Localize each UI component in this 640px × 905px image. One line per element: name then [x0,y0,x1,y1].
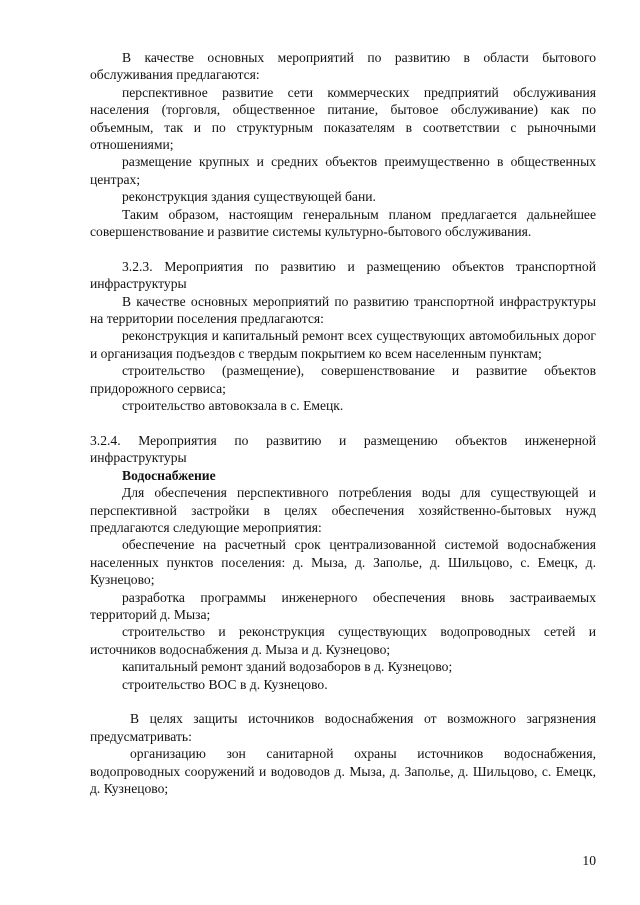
subheading-water-supply: Водоснабжение [122,467,216,483]
section-heading-transport: 3.2.3. Мероприятия по развитию и размещению объектов транспортной инфраструктуры [90,258,596,292]
paragraph-public-centers: размещение крупных и средних объектов преимущественно в общественных центрах; [90,154,596,187]
paragraph-services-intro: В качестве основных мероприятий по развитию в области бытового обслуживания предлагаются: [90,50,596,83]
blank-line [90,240,596,257]
paragraph-roadside-service: строительство (размещение), совершенствование и развитие объектов придорожного сервиса; [90,363,596,396]
paragraph-bus-station: строительство автовокзала в с. Емецк. [122,398,344,414]
paragraph-services-conclusion: Таким образом, настоящим генеральным планом предлагается дальнейшее совершенствование и развитие системы культурно-бытового обслуживания. [90,206,596,240]
paragraph-treatment-plant: строительство ВОС в д. Кузнецово. [122,676,328,692]
paragraph-sanitary-zones: организацию зон санитарной охраны источников водоснабжения, водопроводных сооружений и водоводов д. Мыза, д. Заполье, д. Шильцово, с. Емецк, д. Кузнецово; [90,746,596,797]
page-body [90,49,596,797]
paragraph-protection-intro: В целях защиты источников водоснабжения от возможного загрязнения предусматривать: [90,711,596,744]
page-number: 10 [582,853,596,868]
blank-line [90,693,596,710]
paragraph-water-intro: Для обеспечения перспективного потребления воды для существующей и перспективной застройки в целях обеспечения хозяйственно-бытовых нужд предлагаются следующие мероприятия: [90,485,596,535]
blank-line [90,415,596,432]
paragraph-bathhouse: реконструкция здания существующей бани. [122,189,376,205]
paragraph-roads: реконструкция и капитальный ремонт всех существующих автомобильных дорог и организация подъездов с твердым покрытием ко всем населенным пунктам; [90,328,596,361]
paragraph-water-intake-repair: капитальный ремонт зданий водозаборов в д. Кузнецово; [122,659,453,675]
section-heading-engineering: 3.2.4. Мероприятия по развитию и размещению объектов инженерной инфраструктуры [90,432,596,466]
paragraph-water-networks: строительство и реконструкция существующих водопроводных сетей и источников водоснабжения д. Мыза и д. Кузнецово; [90,624,596,657]
paragraph-commercial-network: перспективное развитие сети коммерческих предприятий обслуживания населения (торговля, общественное питание, бытовое обслуживание) как по объемным, так и по структурным показателям в соответствии с рыночными отношениями; [90,84,596,153]
paragraph-centralized-water: обеспечение на расчетный срок централизованной системой водоснабжения населенных пунктов поселения: д. Мыза, д. Заполье, д. Шильцово, с. Емецк, д. Кузнецово; [90,537,596,588]
paragraph-transport-intro: В качестве основных мероприятий по развитию транспортной инфраструктуры на территории поселения предлагаются: [90,293,596,327]
paragraph-engineering-program: разработка программы инженерного обеспечения вновь застраиваемых территорий д. Мыза; [90,589,596,622]
